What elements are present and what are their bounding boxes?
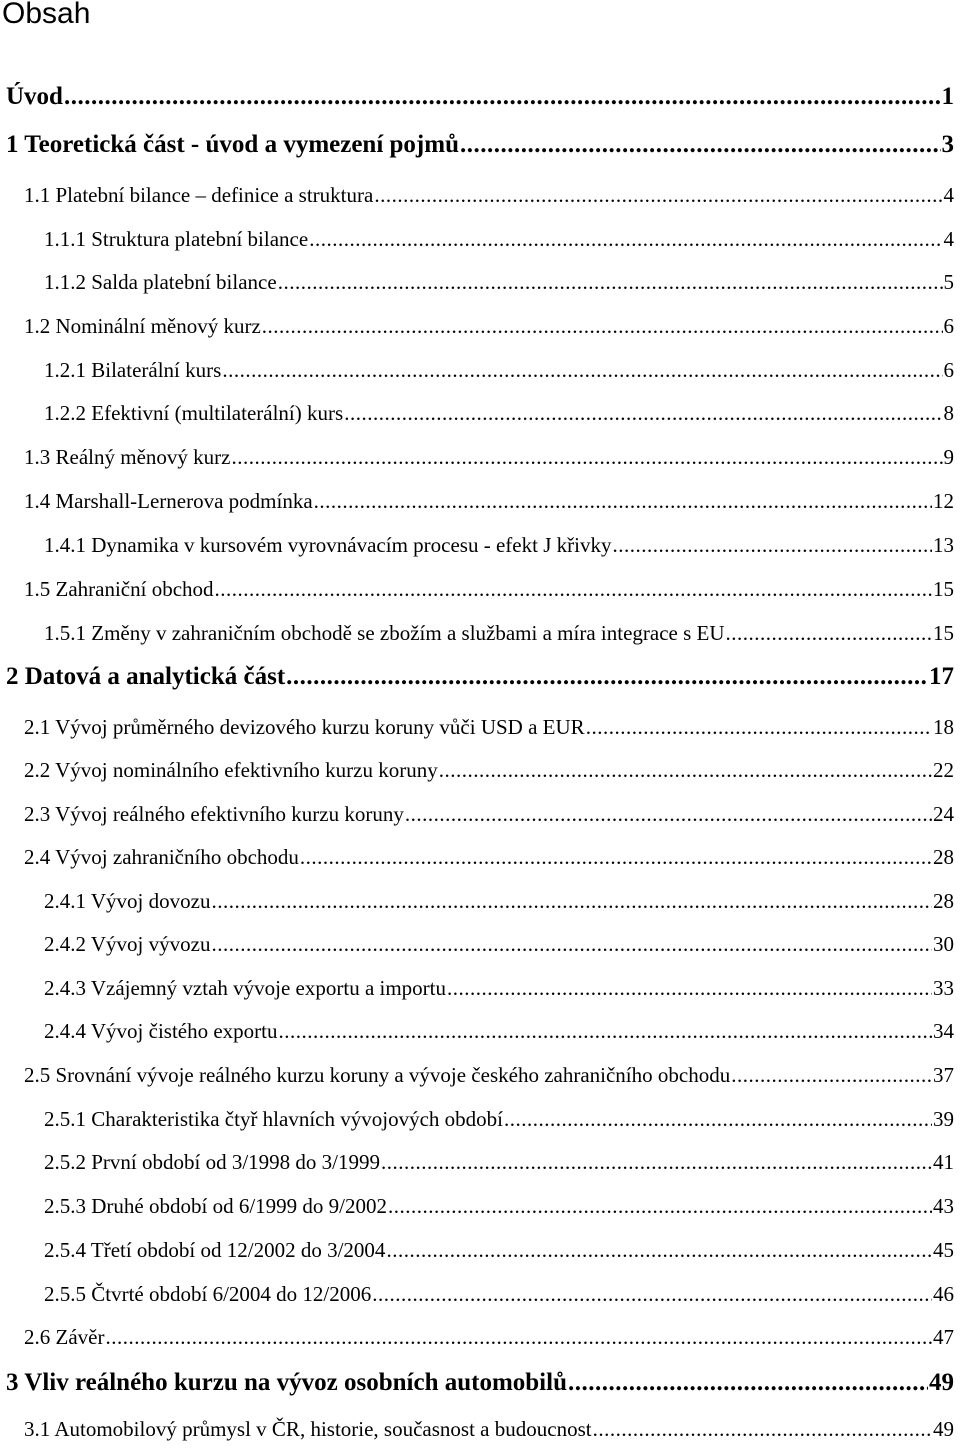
- toc-leader: [460, 128, 941, 162]
- toc-entry[interactable]: [6, 128, 954, 162]
- toc-leader: [300, 842, 932, 872]
- toc-leader: [374, 180, 942, 210]
- toc-leader: [64, 80, 941, 114]
- toc-entry[interactable]: [44, 1104, 954, 1134]
- toc-leader: [211, 886, 932, 916]
- toc-leader: [231, 442, 942, 472]
- toc-entry-label: 1.2.2 Efektivní (multilaterální) kurs: [44, 401, 344, 425]
- toc-entry-label: 1.1.1 Struktura platební bilance: [44, 227, 309, 251]
- toc-entry[interactable]: [24, 311, 954, 341]
- toc-leader: [386, 1235, 932, 1265]
- toc-entry-label: 1 Teoretická část - úvod a vymezení pojmů: [6, 131, 459, 158]
- toc-entry-label: 1.5.1 Změny v zahraničním obchodě se zbožím a službami a míra integrace s EU: [44, 621, 725, 645]
- toc-entry-label: 2.4.2 Vývoj vývozu: [44, 932, 211, 956]
- toc-leader: [279, 1016, 932, 1046]
- toc-page-number: 34: [933, 1019, 954, 1043]
- toc-leader: [593, 1414, 932, 1444]
- toc-page-number: 24: [933, 802, 954, 826]
- toc-leader: [439, 755, 932, 785]
- toc-entry-label: 2.5.2 První období od 3/1998 do 3/1999: [44, 1150, 381, 1174]
- toc-entry-label: 2.6 Závěr: [24, 1325, 105, 1349]
- toc-entry-label: 1.5 Zahraniční obchod: [24, 577, 214, 601]
- toc-page-number: 3: [941, 131, 954, 158]
- toc-entry[interactable]: [24, 1060, 954, 1090]
- toc-leader: [731, 1060, 932, 1090]
- toc-page-number: 5: [943, 270, 954, 294]
- toc-page-number: 30: [933, 932, 954, 956]
- toc-leader: [309, 224, 942, 254]
- toc-entry[interactable]: [44, 886, 954, 916]
- toc-entry[interactable]: [44, 267, 954, 297]
- toc-entry[interactable]: [24, 755, 954, 785]
- toc-entry[interactable]: [44, 1147, 954, 1177]
- toc-entry-label: 1.4.1 Dynamika v kursovém vyrovnávacím procesu - efekt J křivky: [44, 533, 612, 557]
- toc-leader: [372, 1279, 932, 1309]
- toc-page-number: 33: [933, 976, 954, 1000]
- toc-page-number: 45: [933, 1238, 954, 1262]
- toc-entry[interactable]: [44, 1016, 954, 1046]
- toc-entry-label: 1.3 Reálný měnový kurz: [24, 445, 231, 469]
- toc-page-number: 13: [933, 533, 954, 557]
- toc-entry[interactable]: [44, 530, 954, 560]
- toc-entry-label: 1.2 Nominální měnový kurz: [24, 314, 261, 338]
- toc-leader: [381, 1147, 932, 1177]
- toc-entry-label: 2.3 Vývoj reálného efektivního kurzu koruny: [24, 802, 404, 826]
- toc-entry[interactable]: [24, 799, 954, 829]
- toc-leader: [262, 311, 943, 341]
- toc-entry[interactable]: [6, 1366, 954, 1400]
- toc-leader: [286, 660, 928, 694]
- toc-leader: [278, 267, 943, 297]
- toc-entry[interactable]: [24, 442, 954, 472]
- toc-entry[interactable]: [6, 660, 954, 694]
- toc-leader: [314, 486, 932, 516]
- toc-entry[interactable]: [44, 224, 954, 254]
- toc-entry-label: 2.5.3 Druhé období od 6/1999 do 9/2002: [44, 1194, 387, 1218]
- toc-page-number: 49: [933, 1417, 954, 1441]
- toc-entry-label: 1.1 Platební bilance – definice a struktura: [24, 183, 374, 207]
- toc-entry-label: 2.4.1 Vývoj dovozu: [44, 889, 211, 913]
- toc-entry[interactable]: [44, 355, 954, 385]
- toc-leader: [447, 973, 932, 1003]
- toc-leader: [344, 398, 942, 428]
- toc-entry-label: 1.4 Marshall-Lernerova podmínka: [24, 489, 313, 513]
- toc-leader: [211, 929, 932, 959]
- toc-leader: [504, 1104, 932, 1134]
- toc-entry[interactable]: [44, 973, 954, 1003]
- toc-page-number: 8: [943, 401, 954, 425]
- toc-leader: [726, 618, 932, 648]
- toc-page-number: 37: [933, 1063, 954, 1087]
- toc-page-number: 39: [933, 1107, 954, 1131]
- toc-entry[interactable]: [24, 180, 954, 210]
- toc-entry-label: 2.5.5 Čtvrté období 6/2004 do 12/2006: [44, 1282, 372, 1306]
- toc-entry[interactable]: [24, 486, 954, 516]
- toc-page-number: 4: [943, 227, 954, 251]
- toc-page-number: 49: [929, 1369, 954, 1396]
- toc-entry-label: 2.4.4 Vývoj čistého exportu: [44, 1019, 278, 1043]
- toc-leader: [388, 1191, 932, 1221]
- toc-page-number: 46: [933, 1282, 954, 1306]
- toc-entry[interactable]: [44, 1191, 954, 1221]
- toc-page-number: 12: [933, 489, 954, 513]
- toc-page-number: 28: [933, 845, 954, 869]
- toc-page-number: 6: [943, 358, 954, 382]
- toc-leader: [222, 355, 942, 385]
- toc-entry[interactable]: [24, 712, 954, 742]
- toc-leader: [405, 799, 932, 829]
- toc-page-number: 22: [933, 758, 954, 782]
- toc-entry[interactable]: [24, 1322, 954, 1352]
- toc-entry-label: 2.5.1 Charakteristika čtyř hlavních vývojových období: [44, 1107, 503, 1131]
- toc-page-number: 47: [933, 1325, 954, 1349]
- toc-entry-label: 2.5 Srovnání vývoje reálného kurzu koruny a vývoje českého zahraničního obchodu: [24, 1063, 731, 1087]
- toc-entry-label: 2.4.3 Vzájemný vztah vývoje exportu a importu: [44, 976, 447, 1000]
- toc-entry[interactable]: [44, 398, 954, 428]
- toc-entry-label: 2.4 Vývoj zahraničního obchodu: [24, 845, 299, 869]
- toc-page-number: 15: [933, 577, 954, 601]
- toc-page-number: 1: [941, 83, 954, 110]
- toc-entry-label: 3.1 Automobilový průmysl v ČR, historie, současnost a budoucnost: [24, 1417, 592, 1441]
- toc-page-number: 17: [929, 663, 954, 690]
- toc-entry-label: 3 Vliv reálného kurzu na vývoz osobních automobilů: [6, 1369, 567, 1396]
- toc-entry[interactable]: [44, 929, 954, 959]
- toc-entry[interactable]: [24, 574, 954, 604]
- toc-entry-label: Úvod: [6, 83, 63, 110]
- toc-leader: [105, 1322, 932, 1352]
- toc-entry-label: 1.1.2 Salda platební bilance: [44, 270, 277, 294]
- toc-entry[interactable]: [44, 1279, 954, 1309]
- toc-entry-label: 2.2 Vývoj nominálního efektivního kurzu koruny: [24, 758, 438, 782]
- toc-page-number: 28: [933, 889, 954, 913]
- toc-page-number: 6: [943, 314, 954, 338]
- page-title: Obsah: [2, 0, 91, 30]
- toc-page-number: 43: [933, 1194, 954, 1218]
- toc-page-number: 9: [943, 445, 954, 469]
- toc-leader: [612, 530, 932, 560]
- toc-page-number: 15: [933, 621, 954, 645]
- toc-entry[interactable]: [44, 1235, 954, 1265]
- toc-entry-label: 1.2.1 Bilaterální kurs: [44, 358, 222, 382]
- toc-page-number: 18: [933, 715, 954, 739]
- toc-page-number: 41: [933, 1150, 954, 1174]
- toc-entry-label: 2.1 Vývoj průměrného devizového kurzu koruny vůči USD a EUR: [24, 715, 585, 739]
- toc-entry-label: 2 Datová a analytická část: [6, 663, 286, 690]
- toc-leader: [215, 574, 932, 604]
- toc-page-number: 4: [943, 183, 954, 207]
- toc-entry[interactable]: [24, 842, 954, 872]
- toc-entry[interactable]: [6, 80, 954, 114]
- toc-entry-label: 2.5.4 Třetí období od 12/2002 do 3/2004: [44, 1238, 386, 1262]
- toc-entry[interactable]: [24, 1414, 954, 1444]
- toc-entry[interactable]: [44, 618, 954, 648]
- toc-leader: [568, 1366, 928, 1400]
- toc-leader: [586, 712, 932, 742]
